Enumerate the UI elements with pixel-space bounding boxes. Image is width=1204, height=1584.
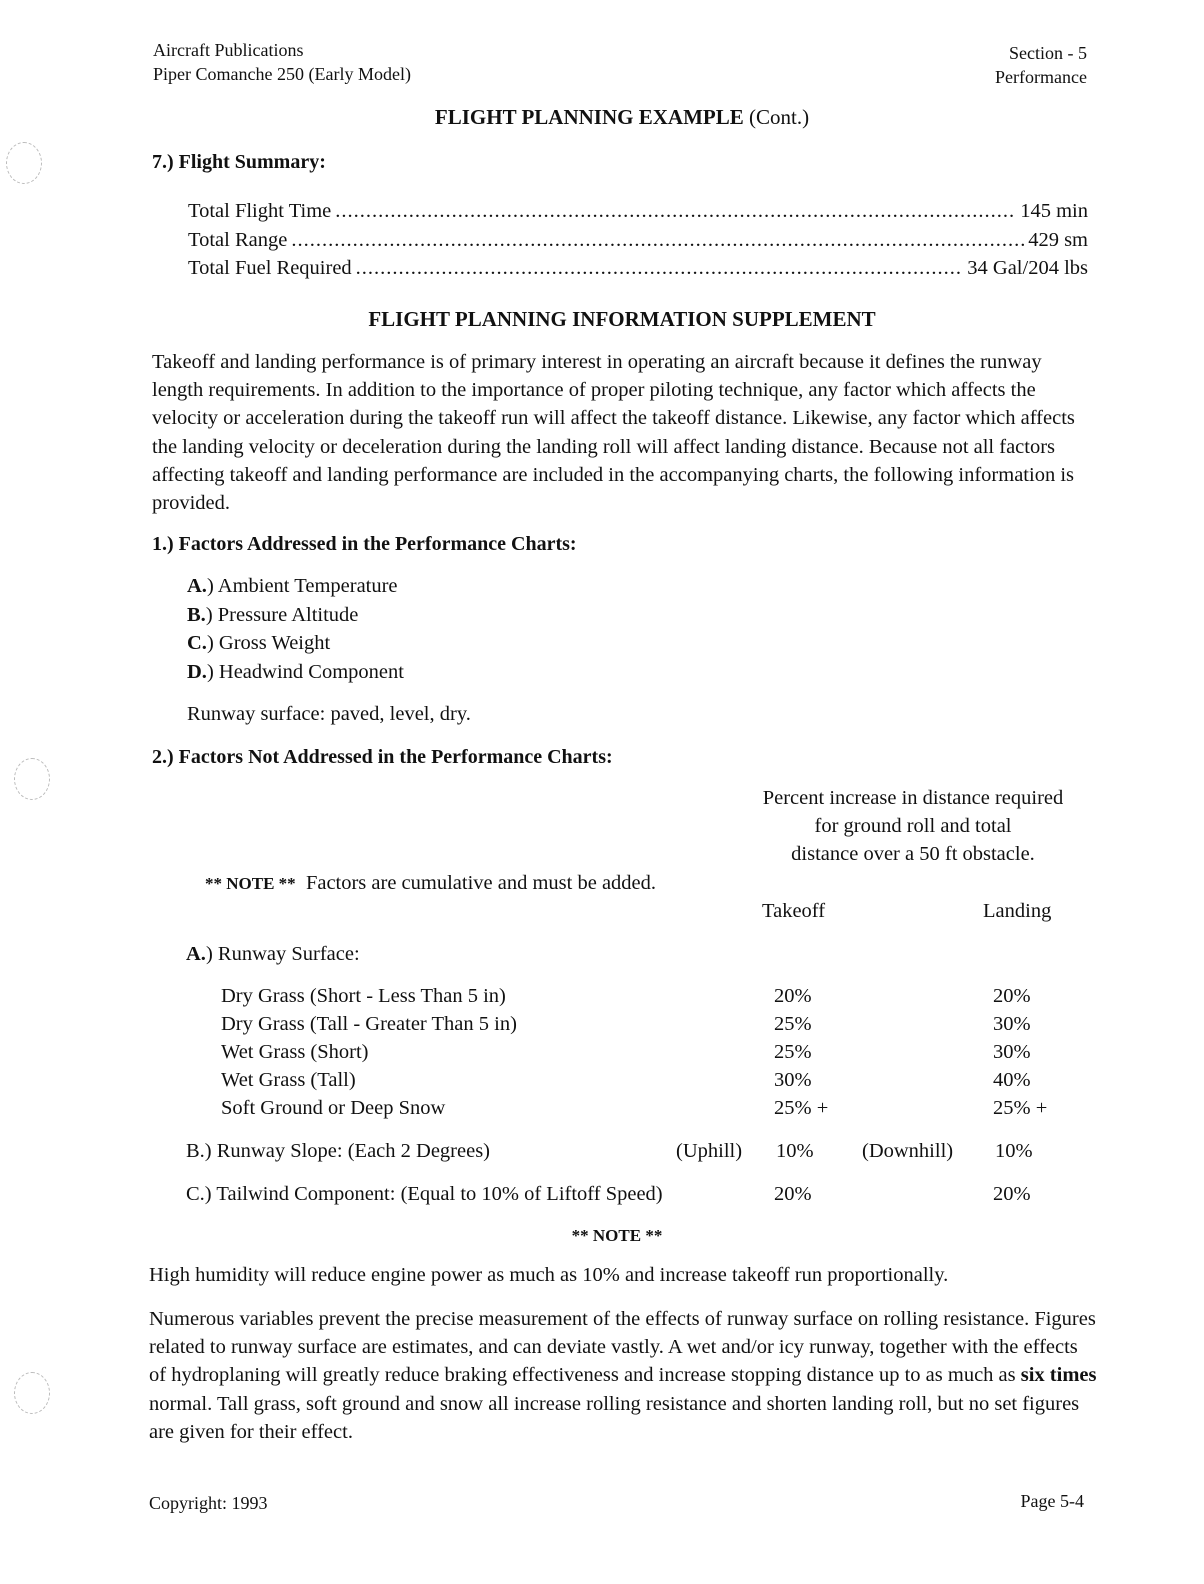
runway-slope-landing: 10% bbox=[995, 1140, 1033, 1162]
summary-value: 145 min bbox=[1020, 200, 1088, 222]
variables-text: Numerous variables prevent the precise measurement of the effects of runway surface on rolling resistance. Figures related to runway surface are estimates, and can deviate vastly. A wet and/or icy runway, together with the effects of hydroplaning will greatly reduce braking effectiveness and increase stopping distance up to as much as bbox=[149, 1308, 1096, 1387]
item-text: ) Gross Weight bbox=[206, 632, 331, 654]
summary-row bbox=[188, 254, 1088, 282]
tailwind-takeoff: 20% bbox=[774, 1183, 812, 1205]
surface-row-landing: 40% bbox=[993, 1069, 1031, 1091]
runway-slope-uphill: (Uphill) bbox=[676, 1140, 743, 1162]
dot-leader bbox=[291, 226, 1024, 254]
summary-label: Total Flight Time bbox=[188, 200, 332, 222]
variables-paragraph bbox=[149, 1305, 1097, 1446]
not-addressed-heading: 2.) Factors Not Addressed in the Performance Charts: bbox=[152, 746, 613, 768]
surface-row-landing: 30% bbox=[993, 1041, 1031, 1063]
note-heading: ** NOTE ** bbox=[571, 1226, 663, 1245]
addressed-item bbox=[187, 632, 330, 655]
surface-row-takeoff: 20% bbox=[774, 985, 812, 1007]
header-section-title: Performance bbox=[995, 67, 1087, 87]
supplement-intro: Takeoff and landing performance is of primary interest in operating an aircraft because it defines the runway length requirements. In addition to the importance of proper piloting technique, any factor which affects the velocity or acceleration during the takeoff run will affect the takeoff distance. Likewise, any factor which affects the landing velocity or deceleration during the landing roll will affect landing distance. Because not all factors affecting takeoff and landing performance are included in the accompanying charts, the following information is provided. bbox=[152, 351, 1075, 515]
surface-row-label: Dry Grass (Short - Less Than 5 in) bbox=[221, 985, 506, 1007]
punch-hole bbox=[14, 1372, 50, 1414]
header-section: Section - 5 bbox=[1009, 43, 1087, 63]
flight-summary-heading: 7.) Flight Summary: bbox=[152, 151, 326, 173]
dot-leader bbox=[356, 254, 964, 282]
item-letter: B. bbox=[187, 604, 206, 626]
summary-row bbox=[188, 226, 1088, 254]
column-header-takeoff: Takeoff bbox=[762, 900, 826, 922]
page-title-suffix: (Cont.) bbox=[748, 105, 810, 129]
summary-value: 429 sm bbox=[1028, 229, 1088, 251]
surface-row-takeoff: 30% bbox=[774, 1069, 812, 1091]
item-text: ) Runway Surface: bbox=[205, 943, 360, 965]
surface-row-landing: 30% bbox=[993, 1013, 1031, 1035]
variables-text-end: normal. Tall grass, soft ground and snow all increase rolling resistance and shorten landing roll, but no set figures are given for their effect. bbox=[149, 1392, 1080, 1443]
summary-label: Total Range bbox=[188, 229, 288, 251]
item-text: ) Pressure Altitude bbox=[205, 604, 359, 626]
runway-slope-label: B.) Runway Slope: (Each 2 Degrees) bbox=[186, 1140, 490, 1162]
surface-row-label: Wet Grass (Short) bbox=[221, 1041, 369, 1063]
percent-caption-2: for ground roll and total bbox=[814, 815, 1012, 837]
item-text: ) Ambient Temperature bbox=[206, 575, 398, 597]
surface-row-takeoff: 25% + bbox=[774, 1097, 829, 1119]
page-title-main: FLIGHT PLANNING EXAMPLE bbox=[434, 105, 744, 129]
surface-row-takeoff: 25% bbox=[774, 1041, 812, 1063]
item-letter: A. bbox=[187, 575, 207, 597]
variables-emphasis: six times bbox=[1020, 1364, 1097, 1387]
addressed-item bbox=[187, 575, 398, 598]
note-label: ** NOTE ** bbox=[205, 874, 296, 893]
dot-leader bbox=[335, 197, 1016, 225]
runway-slope-takeoff: 10% bbox=[776, 1140, 814, 1162]
surface-note: Runway surface: paved, level, dry. bbox=[187, 703, 471, 725]
tailwind-label: C.) Tailwind Component: (Equal to 10% of Liftoff Speed) bbox=[186, 1183, 663, 1205]
percent-caption-3: distance over a 50 ft obstacle. bbox=[791, 843, 1035, 865]
header-model: Piper Comanche 250 (Early Model) bbox=[153, 64, 411, 84]
page-title bbox=[0, 105, 1204, 130]
summary-label: Total Fuel Required bbox=[188, 257, 352, 279]
surface-row-label: Dry Grass (Tall - Greater Than 5 in) bbox=[221, 1013, 517, 1035]
addressed-heading: 1.) Factors Addressed in the Performance Charts: bbox=[152, 533, 577, 555]
runway-slope-downhill: (Downhill) bbox=[862, 1140, 954, 1162]
footer-copyright: Copyright: 1993 bbox=[149, 1493, 268, 1513]
summary-row bbox=[188, 197, 1088, 225]
percent-caption-1: Percent increase in distance required bbox=[762, 787, 1064, 809]
summary-value: 34 Gal/204 lbs bbox=[967, 257, 1088, 279]
surface-row-landing: 25% + bbox=[993, 1097, 1048, 1119]
surface-row-label: Soft Ground or Deep Snow bbox=[221, 1097, 446, 1119]
surface-row-takeoff: 25% bbox=[774, 1013, 812, 1035]
addressed-item bbox=[187, 604, 358, 627]
item-letter: D. bbox=[187, 661, 207, 683]
surface-row-landing: 20% bbox=[993, 985, 1031, 1007]
punch-hole bbox=[14, 758, 50, 800]
item-text: ) Headwind Component bbox=[206, 661, 404, 683]
supplement-heading: FLIGHT PLANNING INFORMATION SUPPLEMENT bbox=[368, 307, 876, 331]
column-header-landing: Landing bbox=[983, 900, 1052, 922]
header-publisher: Aircraft Publications bbox=[153, 40, 304, 60]
humidity-note: High humidity will reduce engine power as much as 10% and increase takeoff run proportionally. bbox=[149, 1264, 949, 1286]
runway-surface-heading bbox=[186, 943, 360, 966]
addressed-item bbox=[187, 661, 404, 684]
item-letter: C. bbox=[187, 632, 207, 654]
surface-row-label: Wet Grass (Tall) bbox=[221, 1069, 356, 1091]
item-letter: A. bbox=[186, 943, 206, 965]
note-text: Factors are cumulative and must be added. bbox=[305, 872, 657, 894]
footer-page-number: Page 5-4 bbox=[1020, 1491, 1084, 1511]
cumulative-note bbox=[205, 872, 656, 895]
tailwind-landing: 20% bbox=[993, 1183, 1031, 1205]
punch-hole bbox=[6, 142, 42, 184]
